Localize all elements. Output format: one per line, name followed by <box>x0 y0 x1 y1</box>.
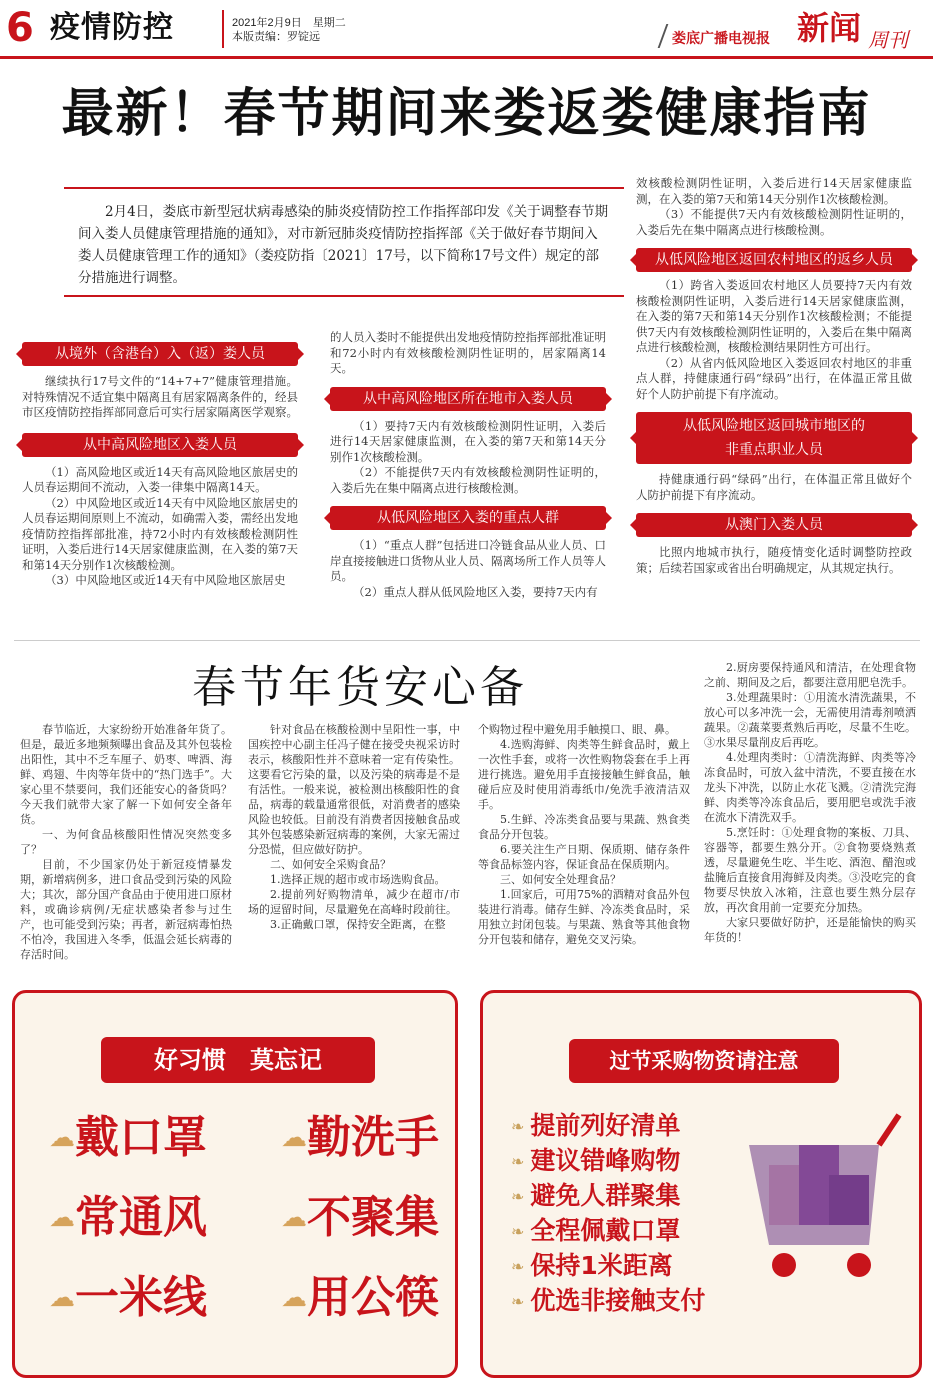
paragraph: 3.正确戴口罩，保持安全距离，在整 <box>270 918 446 931</box>
header-separator <box>222 10 224 48</box>
article-text <box>636 545 912 576</box>
article-text <box>330 419 606 497</box>
paragraph: 继续执行17号文件的“14+7+7”健康管理措施。对特殊情况不适宜集中隔离且有居家隔离条件的，经县市区疫情防控指挥部同意后可实行居家隔离医学观察。 <box>22 374 298 419</box>
habit-label: 勤洗手 <box>307 1112 439 1163</box>
tip-item <box>511 1249 811 1283</box>
outlet-name: 娄底广播电视报 <box>672 31 770 47</box>
tip-item <box>511 1109 811 1143</box>
paragraph: 三、如何安全处理食品？ <box>500 873 621 886</box>
cloud-icon: ☁ <box>281 1123 307 1153</box>
paragraph: 2.提前列好购物清单，减少在超市/市场的逗留时间，尽量避免在高峰时段前往。 <box>248 888 460 916</box>
section-heading: 从低风险地区返回农村地区的返乡人员 <box>636 248 912 272</box>
article-text <box>330 330 606 377</box>
column-1 <box>22 342 298 589</box>
habit-label: 常通风 <box>75 1192 207 1243</box>
cloud-icon: ☁ <box>281 1283 307 1313</box>
cloud-icon: ☁ <box>49 1123 75 1153</box>
paragraph: 目前，不少国家仍处于新冠疫情暴发期，新增病例多，进口食品受到污染的风险大；其次，部分国产食品由于使用进口原材料，或确诊病例/无症状感染者参与过生产，也可能受到污染；再者，新冠病毒怕热不怕冷，我国进入冬季，低温会延长病毒的存活时间。 <box>20 858 232 961</box>
section-heading: 从中高风险地区入娄人员 <box>22 433 298 457</box>
paragraph: 2.厨房要保持通风和清洁，在处理食物之前、期间及之后，都要注意用肥皂洗手。 <box>704 661 916 689</box>
paper-weekly: 周刊 <box>868 28 908 52</box>
heading-line: 非重点职业人员 <box>725 442 823 458</box>
tip-label: 优选非接触支付 <box>530 1286 706 1315</box>
habit-label: 戴口罩 <box>75 1112 207 1163</box>
cloud-icon: ☁ <box>49 1203 75 1233</box>
habit-grid <box>49 1111 439 1325</box>
leaf-icon: ❧ <box>511 1151 525 1171</box>
paragraph: （2）不能提供7天内有效核酸检测阴性证明的，入娄后先在集中隔离点进行核酸检测。 <box>330 465 606 495</box>
paragraph: （2）重点人群从低风险地区入娄，要持7天内有 <box>353 584 598 599</box>
article-text <box>636 176 912 238</box>
habit-item <box>281 1191 439 1245</box>
section-title: 疫情防控 <box>50 10 174 45</box>
shopping-tips-panel <box>480 990 922 1378</box>
leaf-icon: ❧ <box>511 1221 525 1241</box>
article2-col4 <box>704 660 916 945</box>
paragraph: 针对食品在核酸检测中呈阳性一事，中国疾控中心副主任冯子健在接受央视采访时表示，核酸阳性并不意味着一定有传染性。这要看它污染的量，以及污染的病毒是不是有活性。一般来说，被检测出核酸阳性的食品，病毒的载量通常很低，对消费者的感染风险也较低。目前没有消费者因接触食品或其外包装感染新冠病毒的案例，大家无需过分恐慌，但应做好防护。 <box>248 723 460 856</box>
paragraph: （2）中风险地区或近14天有中风险地区旅居史的人员春运期间原则上不流动，如确需入娄，需经出发地疫情防控指挥部批准，持72小时内有效核酸检测阴性证明，入娄后进行14天居家健康监测，在入娄的第7天和第14天分别作1次核酸检测。 <box>22 495 298 572</box>
section-heading: 从境外（含港台）入（返）娄人员 <box>22 342 298 366</box>
section-heading <box>636 412 912 464</box>
tip-label: 全程佩戴口罩 <box>530 1216 681 1245</box>
paragraph: （3）中风险地区或近14天有中风险地区旅居史 <box>45 573 286 587</box>
leaf-icon: ❧ <box>511 1186 525 1206</box>
article-title: 春节年货安心备 <box>192 662 528 713</box>
paragraph: 1.回家后，可用75%的酒精对食品外包装进行消毒。储存生鲜、冷冻类食品时，采用独立封闭包装。与果蔬、熟食等其他食物分开包装和储存，避免交叉污染。 <box>478 888 690 946</box>
tip-label: 保持1米距离 <box>530 1251 673 1280</box>
habit-item <box>49 1191 207 1245</box>
heading-line: 从低风险地区返回城市地区的 <box>683 418 865 434</box>
tips-list <box>511 1109 811 1318</box>
article-text <box>636 278 912 402</box>
article-text <box>636 472 912 503</box>
column-2 <box>330 330 606 600</box>
tip-label: 建议错峰购物 <box>530 1146 681 1175</box>
tip-item <box>511 1144 811 1178</box>
article-text <box>22 374 298 421</box>
paragraph: （1）要持7天内有效核酸检测阴性证明，入娄后进行14天居家健康监测，在入娄的第7天和第14天分别作1次核酸检测。 <box>330 418 606 464</box>
paragraph: 1.选择正规的超市或市场选购食品。 <box>270 873 446 886</box>
header-rule <box>0 56 933 59</box>
article2-col3 <box>478 722 690 947</box>
paragraph: 比照内地城市执行，随疫情变化适时调整防控政策；后续若国家或省出台明确规定，从其规定执行。 <box>636 545 912 575</box>
habit-label: 一米线 <box>75 1272 207 1323</box>
article-divider <box>14 640 920 641</box>
tip-label: 提前列好清单 <box>530 1111 681 1140</box>
paragraph: 的人员入娄时不能提供出发地疫情防控指挥部批准证明和72小时内有效核酸检测阴性证明的，居家隔离14天。 <box>330 330 606 375</box>
page-number: 6 <box>6 5 34 51</box>
paragraph: 二、如何安全采购食品？ <box>270 858 391 871</box>
paragraph: 持健康通行码“绿码”出行，在体温正常且做好个人防护前提下有序流动。 <box>636 472 912 502</box>
tip-item <box>511 1179 811 1213</box>
paragraph: 个购物过程中避免用手触摸口、眼、鼻。 <box>478 723 676 736</box>
paragraph: （2）从省内低风险地区入娄返回农村地区的非重点人群，持健康通行码“绿码”出行，在体温正常且做好个人防护前提下有序流动。 <box>636 355 912 401</box>
section-heading: 从低风险地区入娄的重点人群 <box>330 506 606 530</box>
habit-item <box>281 1271 439 1325</box>
cloud-icon: ☁ <box>281 1203 307 1233</box>
issue-date: 2021年2月9日 星期二 <box>232 17 346 29</box>
habit-label: 不聚集 <box>307 1192 439 1243</box>
paragraph: 5.生鲜、冷冻类食品要与果蔬、熟食类食品分开包装。 <box>478 813 690 841</box>
tip-item <box>511 1284 811 1318</box>
cloud-icon: ☁ <box>49 1283 75 1313</box>
panel-ribbon: 过节采购物资请注意 <box>569 1039 839 1083</box>
cart-wheel <box>847 1253 871 1277</box>
cart-handle <box>879 1115 899 1145</box>
paragraph: 效核酸检测阴性证明，入娄后进行14天居家健康监测，在入娄的第7天和第14天分别作1次核酸检测。 <box>636 176 912 206</box>
header-meta <box>232 16 346 44</box>
tip-item <box>511 1214 811 1248</box>
panel-ribbon: 好习惯 莫忘记 <box>101 1037 375 1083</box>
habit-item <box>49 1111 207 1165</box>
paragraph: 3.处理蔬果时：①用流水清洗蔬果，不放心可以多冲洗一会，无需使用清毒剂喷洒蔬果。②蔬菜要煮熟后再吃，尽量不生吃。③水果尽量削皮后再吃。 <box>704 691 916 749</box>
habit-item <box>49 1271 207 1325</box>
paper-name: 新闻 <box>797 9 862 47</box>
intro-paragraph: 2月4日，娄底市新型冠状病毒感染的肺炎疫情防控工作指挥部印发《关于调整春节期间入娄人员健康管理措施的通知》，对市新冠肺炎疫情防控指挥部《关于做好春节期间入娄人员健康管理工作的通知》（娄疫防指〔2021〕17号，以下简称17号文件）规定的部分措施进行调整。 <box>64 187 624 297</box>
leaf-icon: ❧ <box>511 1291 525 1311</box>
column-3 <box>636 176 912 576</box>
tip-label: 避免人群聚集 <box>530 1181 681 1210</box>
paragraph: 5.烹饪时：①处理食物的案板、刀具、容器等，都要生熟分开。②食物要烧熟煮透，尽量避免生吃、半生吃、酒泡、醋泡或盐腌后直接食用海鲜及肉类。③没吃完的食物要尽快放入冰箱，注意也要生熟分层存放，再次食用前一定要充分加热。 <box>704 826 916 914</box>
paragraph: 春节临近，大家纷纷开始准备年货了。但是，最近多地频频曝出食品及其外包装检出阳性，其中不乏车厘子、奶枣、啤酒、海鲜、鸡翅、牛肉等年货中的“热门选手”。大家心里不禁要问，我们还能安心的备货吗？今天我们就带大家了解一下如何安全备年货。 <box>20 723 232 826</box>
section-heading: 从澳门入娄人员 <box>636 513 912 537</box>
paragraph: 一、为何食品核酸阳性情况突然变多了？ <box>20 828 232 856</box>
section-heading: 从中高风险地区所在地市入娄人员 <box>330 387 606 411</box>
paragraph: 6.要关注生产日期、保质期、储存条件等食品标签内容，保证食品在保质期内。 <box>478 843 690 871</box>
article-text <box>330 538 606 600</box>
paragraph: 大家只要做好防护，还是能愉快的购买年货的！ <box>704 916 916 944</box>
habit-item <box>281 1111 439 1165</box>
leaf-icon: ❧ <box>511 1116 525 1136</box>
habit-label: 用公筷 <box>307 1272 439 1323</box>
header-slash <box>658 24 669 48</box>
leaf-icon: ❧ <box>511 1256 525 1276</box>
paragraph: 4.选购海鲜、肉类等生鲜食品时，戴上一次性手套，或将一次性购物袋套在手上再进行挑选。避免用手直接接触生鲜食品，触碰后应及时使用消毒纸巾/免洗手液清洁双手。 <box>478 738 690 811</box>
paragraph: （1）高风险地区或近14天有高风险地区旅居史的人员春运期间不流动，入娄一律集中隔离14天。 <box>22 464 298 494</box>
paragraph: 4.处理肉类时：①清洗海鲜、肉类等冷冻食品时，可放入盆中清洗，不要直接在水龙头下冲洗，以防止水花飞溅。②清洗完海鲜、肉类等冷冻食品后，要用肥皂或洗手液在流水下清洗双手。 <box>704 751 916 824</box>
paragraph: （3）不能提供7天内有效核酸检测阴性证明的，入娄后先在集中隔离点进行核酸检测。 <box>636 207 912 237</box>
paragraph: （1）跨省入娄返回农村地区人员要持7天内有效核酸检测阴性证明，入娄后进行14天居家健康监测，在入娄的第7天和第14天分别作1次核酸检测；不能提供7天内有效核酸检测阴性证明的，入娄后在集中隔离点进行核酸检测，核酸检测结果阴性方可出行。 <box>636 278 912 354</box>
paragraph: （1）“重点人群”包括进口冷链食品从业人员、口岸直接接触进口货物从业人员、隔离场所工作人员等人员。 <box>330 538 606 583</box>
headline: 最新！春节期间来娄返娄健康指南 <box>61 84 872 144</box>
article2-col1 <box>20 722 232 962</box>
editor: 本版责编：罗锭远 <box>232 31 320 43</box>
good-habits-panel <box>12 990 458 1378</box>
article-text <box>22 465 298 589</box>
article2-col2 <box>248 722 460 932</box>
